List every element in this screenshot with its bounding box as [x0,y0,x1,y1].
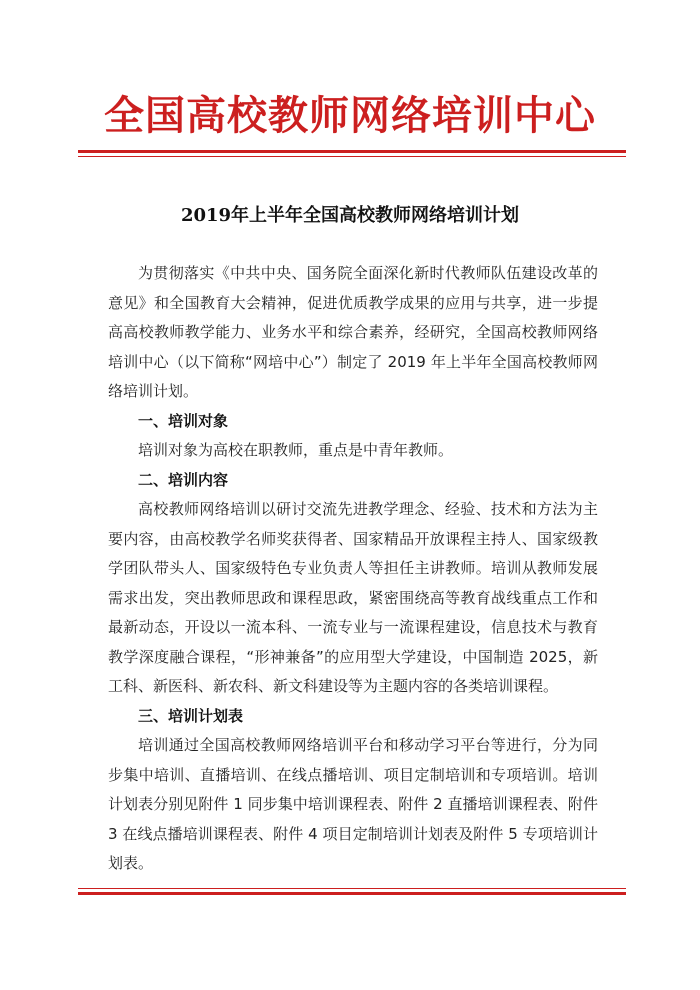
section-body-content: 高校教师网络培训以研讨交流先进教学理念、经验、技术和方法为主要内容，由高校教学名师奖获得者、国家精品开放课程主持人、国家级教学团队带头人、国家级特色专业负责人等担任主讲教师。培训从教师发展需求出发，突出教师思政和课程思政，紧密围绕高等教育战线重点工作和最新动态，开设以一流本科、一流专业与一流课程建设，信息技术与教育教学深度融合课程，“形神兼备”的应用型大学建设，中国制造 2025，新工科、新医科、新农科、新文科建设等为主题内容的各类培训课程。 [108,500,598,695]
footer-rule-thick [78,892,626,895]
section-heading-audience: 一、培训对象 [138,411,229,430]
section-heading-schedule: 三、培训计划表 [138,706,244,725]
document-title: 2019年上半年全国高校教师网络培训计划 [180,205,520,226]
masthead-title: 全国高校教师网络培训中心 [104,92,596,139]
section-heading-content: 二、培训内容 [138,470,229,489]
header-rule-thick [78,150,626,153]
document-body [108,259,598,879]
intro-paragraph: 为贯彻落实《中共中央、国务院全面深化新时代教师队伍建设改革的意见》和全国教育大会精神，促进优质教学成果的应用与共享，进一步提高高校教师教学能力、业务水平和综合素养，经研究，全国高校教师网络培训中心（以下简称“网培中心”）制定了 2019 年上半年全国高校教师网络培训计划。 [108,264,598,400]
section-body-audience: 培训对象为高校在职教师，重点是中青年教师。 [138,441,454,459]
section-body-schedule: 培训通过全国高校教师网络培训平台和移动学习平台等进行，分为同步集中培训、直播培训、在线点播培训、项目定制培训和专项培训。培训计划表分别见附件 1 同步集中培训课程表、附件 2 直播培训课程表、附件 3 在线点播培训课程表、附件 4 项目定制培训计划表及附件 5 专项培训计划表。 [108,736,598,872]
header-rule-thin [78,156,626,157]
footer-rule-thin [78,888,626,889]
